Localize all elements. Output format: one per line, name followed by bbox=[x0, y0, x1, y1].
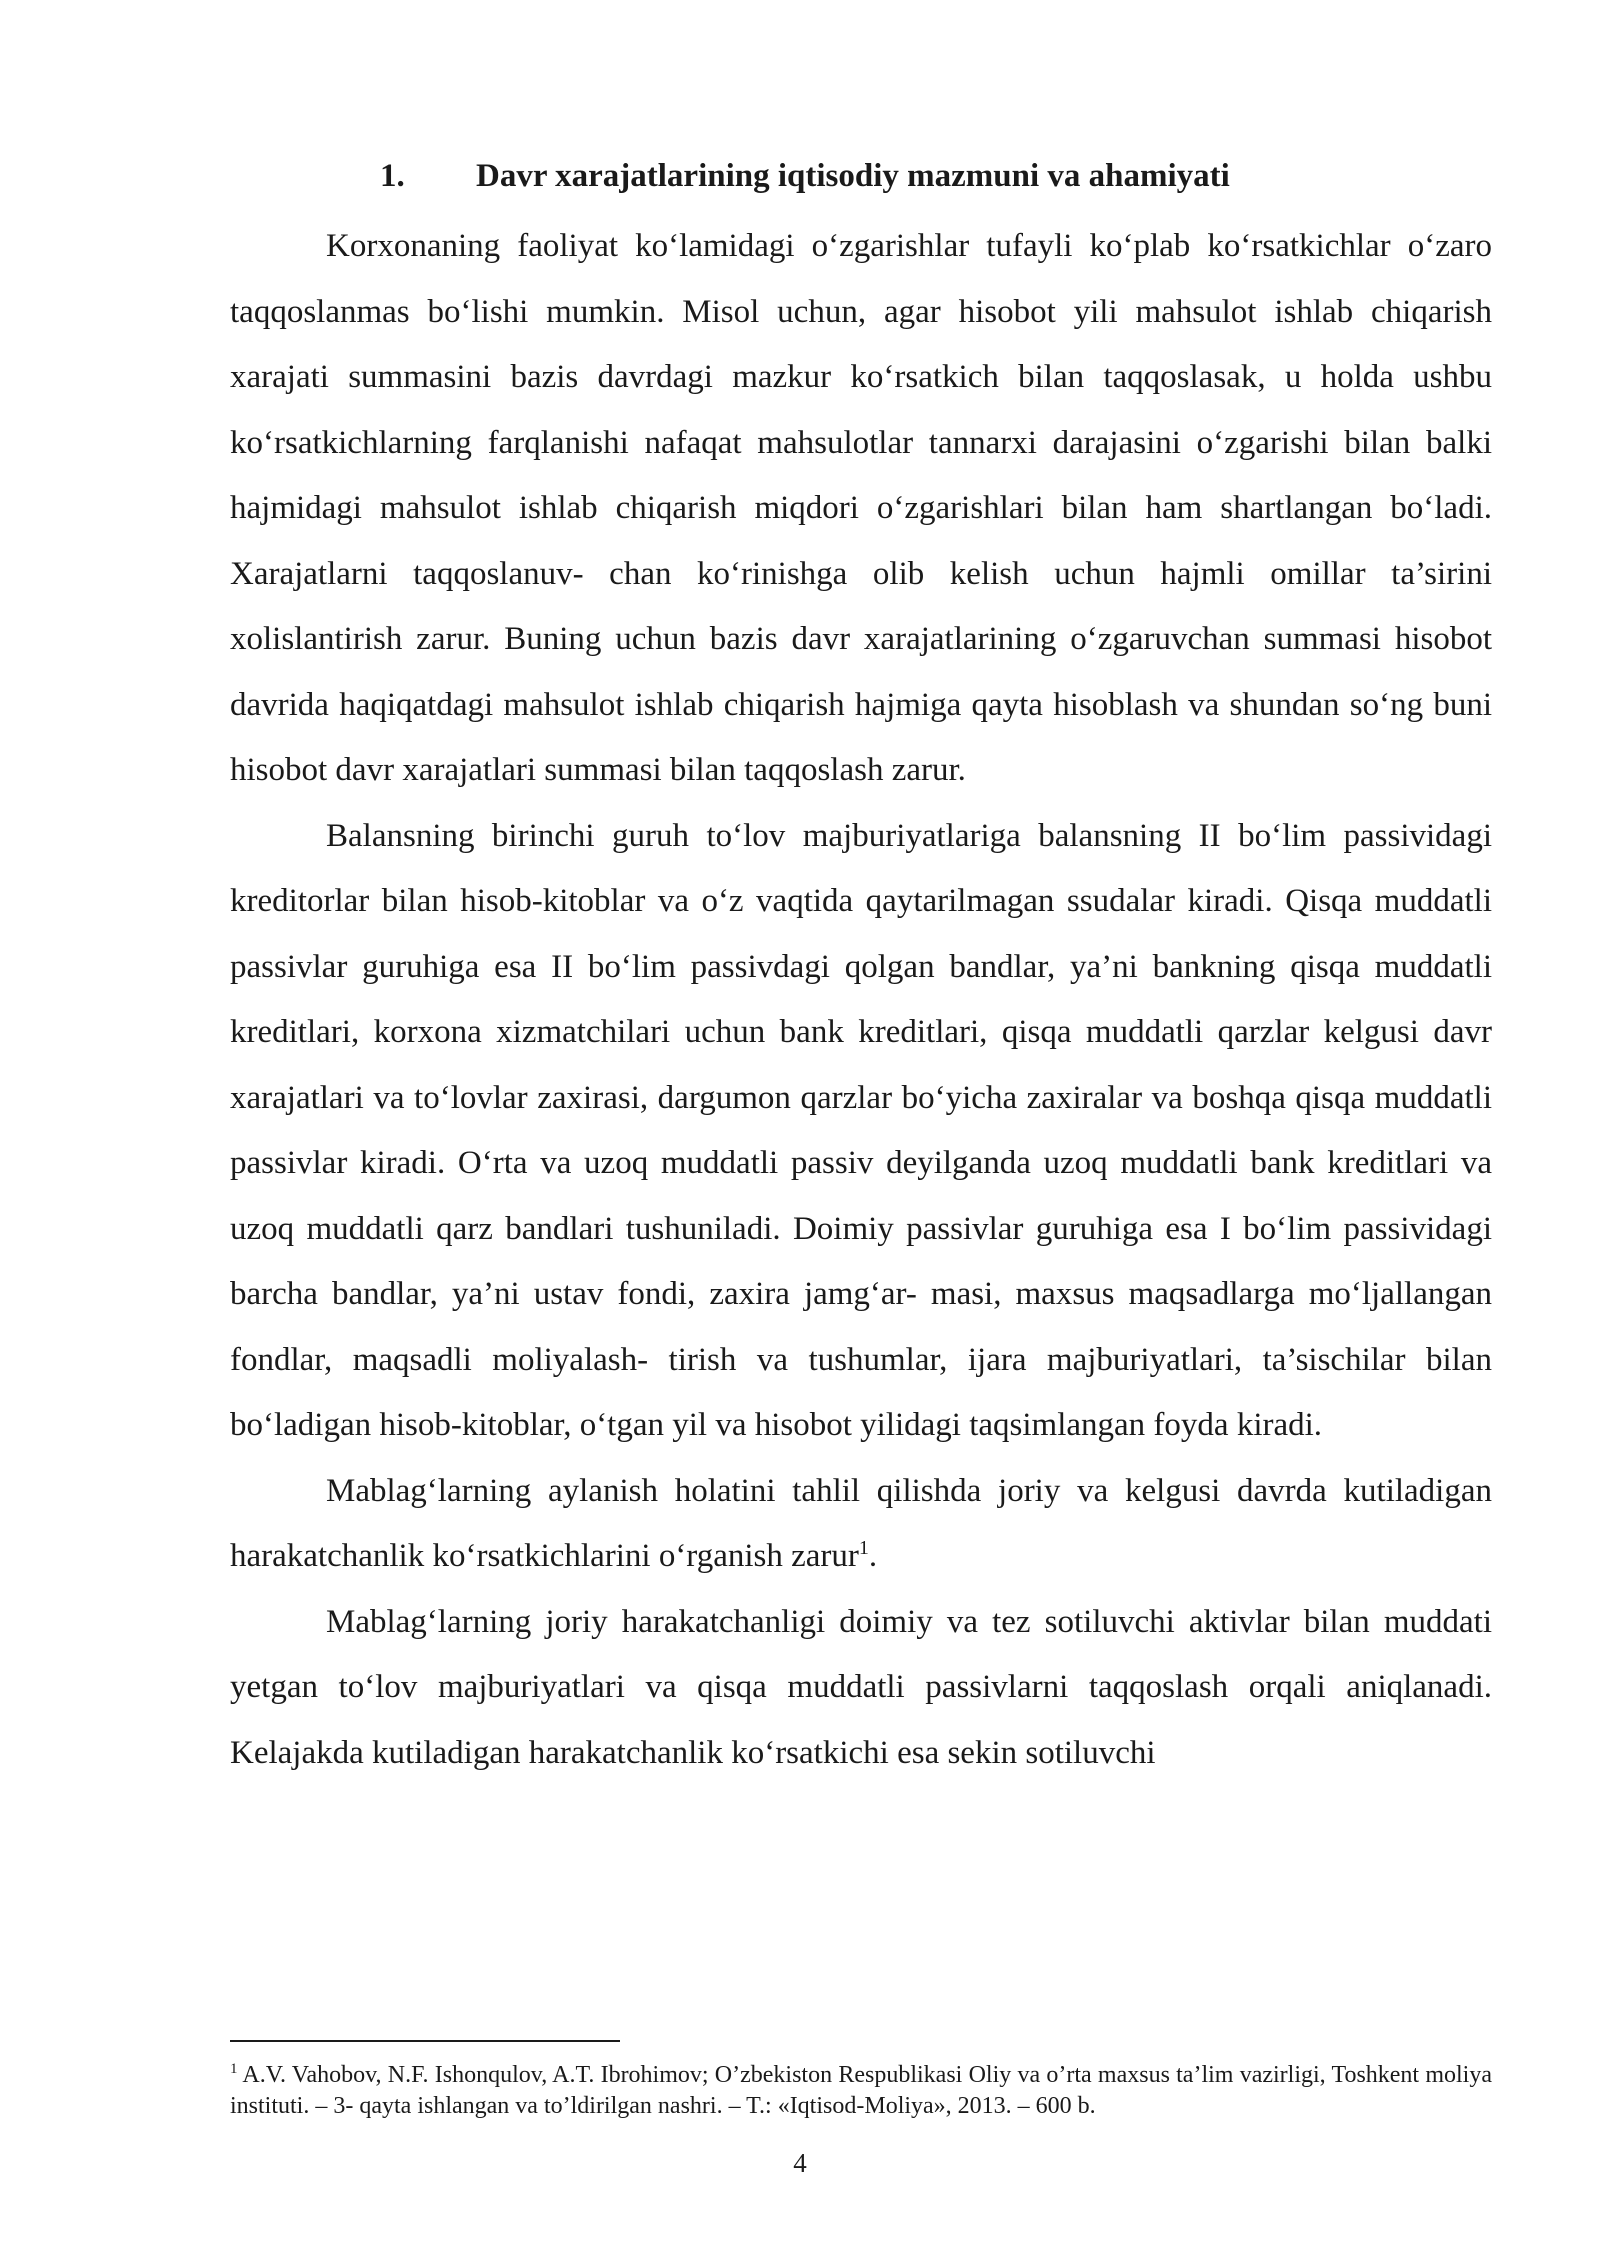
footnote-text: A.V. Vahobov, N.F. Ishonqulov, A.T. Ibrohimov; O’zbekiston Respublikasi Oliy va o’rta maxsus ta’lim vazirligi, Toshkent moliya instituti. – 3- qayta ishlangan va to’ldirilgan nashri. – T.: «Iqtisod-Moliya», 2013. – 600 b. bbox=[230, 2062, 1492, 2119]
section-title: Davr xarajatlarining iqtisodiy mazmuni va ahamiyati bbox=[476, 158, 1230, 194]
paragraph-4: Mablag‘larning joriy harakatchanligi doimiy va tez sotiluvchi aktivlar bilan muddati yetgan to‘lov majburiyatlari va qisqa muddatli passivlarni taqqoslash orqali aniqlanadi. Kelajakda kutiladigan harakatchanlik ko‘rsatkichi esa sekin sotiluvchi bbox=[230, 1603, 1492, 1771]
footnote-marker: 1 bbox=[230, 2061, 238, 2077]
page-body bbox=[230, 150, 1492, 1786]
section-heading bbox=[230, 150, 1492, 202]
footnote bbox=[230, 2054, 1492, 2122]
footnote-reference[interactable]: 1 bbox=[858, 1537, 869, 1559]
paragraph-3-end: . bbox=[868, 1538, 878, 1574]
page-number: 4 bbox=[793, 2148, 807, 2178]
footnote-separator bbox=[230, 2040, 620, 2042]
paragraph-3-text: Mablag‘larning aylanish holatini tahlil qilishda joriy va kelgusi davrda kutiladigan harakatchanlik ko‘rsatkichlarini o‘rganish zarur bbox=[230, 1472, 1492, 1574]
section-number: 1. bbox=[380, 158, 405, 194]
paragraph-3 bbox=[230, 1459, 1492, 1590]
paragraph-2: Balansning birinchi guruh to‘lov majburiyatlariga balansning II bo‘lim passividagi kreditorlar bilan hisob-kitoblar va o‘z vaqtida qaytarilmagan ssudalar kiradi. Qisqa muddatli passivlar guruhiga esa II bo‘lim passivdagi qolgan bandlar, ya’ni bankning qisqa muddatli kreditlari, korxona xizmatchilari uchun bank kreditlari, qisqa muddatli qarzlar kelgusi davr xarajatlari va to‘lovlar zaxirasi, dargumon qarzlar bo‘yicha zaxiralar va boshqa qisqa muddatli passivlar kiradi. O‘rta va uzoq muddatli passiv deyilganda uzoq muddatli bank kreditlari va uzoq muddatli qarz bandlari tushuniladi. Doimiy passivlar guruhiga esa I bo‘lim passividagi barcha bandlar, ya’ni ustav fondi, zaxira jamg‘ar- masi, maxsus maqsadlarga mo‘ljallangan fondlar, maqsadli moliyalash- tirish va tushumlar, ijara majburiyatlari, ta’sischilar bilan bo‘ladigan hisob-kitoblar, o‘tgan yil va hisobot yilidagi taqsimlangan foyda kiradi. bbox=[230, 817, 1492, 1443]
paragraph-1: Korxonaning faoliyat ko‘lamidagi o‘zgarishlar tufayli ko‘plab ko‘rsatkichlar o‘zaro taqqoslanmas bo‘lishi mumkin. Misol uchun, agar hisobot yili mahsulot ishlab chiqarish xarajati summasini bazis davrdagi mazkur ko‘rsatkich bilan taqqoslasak, u holda ushbu ko‘rsatkichlarning farqlanishi nafaqat mahsulotlar tannarxi darajasini o‘zgarishi bilan balki hajmidagi mahsulot ishlab chiqarish miqdori o‘zgarishlari bilan ham shartlangan bo‘ladi. Xarajatlarni taqqoslanuv- chan ko‘rinishga olib kelish uchun hajmli omillar ta’sirini xolislantirish zarur. Buning uchun bazis davr xarajatlarining o‘zgaruvchan summasi hisobot davrida haqiqatdagi mahsulot ishlab chiqarish hajmiga qayta hisoblash va shundan so‘ng buni hisobot davr xarajatlari summasi bilan taqqoslash zarur. bbox=[230, 228, 1492, 788]
